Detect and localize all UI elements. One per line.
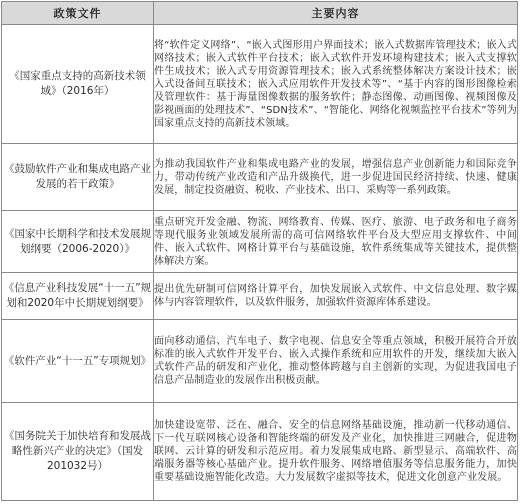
- table-header-row: [2, 2, 518, 25]
- policy-cell: [2, 320, 154, 403]
- table-row: [2, 403, 518, 501]
- policy-title: 《信息产业科技发展“十一五”规划和2020年中长期规划纲要》: [3, 282, 152, 309]
- content-cell: [154, 273, 518, 320]
- policy-title: 《国务院关于加快培育和发展战略性新兴产业的决定》（国发201032号）: [4, 430, 151, 472]
- header-main-content: 主要内容: [154, 2, 518, 25]
- policy-cell: [2, 211, 154, 273]
- table-row: [2, 320, 518, 403]
- policy-cell: [2, 25, 154, 144]
- content-text: 重点研究开发金融、物流、网络教育、传媒、医疗、旅游、电子政务和电子商务等现代服务业领域发展所需的高可信网络软件平台及大型应用支撑软件、中间件、嵌入式软件、网格计算平台与基础设施，软件系统集成等关键技术，提供整体解决方案。: [154, 216, 517, 267]
- content-text: 面向移动通信、汽车电子、数字电视、信息安全等重点领域，积极开展符合开放标准的嵌入式软件开发平台、嵌入式操作系统和应用软件的开发，继续加大嵌入式软件产品的研发和产业化，推动整体跨越与自主创新的实现，为促进我国电子信息产品制造业的发展作出积极贡献。: [154, 336, 517, 386]
- policy-title: 《鼓励软件产业和集成电路产业发展的若干政策》: [4, 163, 151, 190]
- policy-table: [1, 1, 518, 501]
- content-cell: [154, 211, 518, 273]
- content-cell: [154, 144, 518, 211]
- content-cell: [154, 320, 518, 403]
- table-row: [2, 211, 518, 273]
- content-cell: [154, 25, 518, 144]
- header-policy-document: 政策文件: [2, 2, 154, 25]
- policy-cell: [2, 403, 154, 501]
- table-row: [2, 25, 518, 144]
- policy-title: 《软件产业“十一五”专项规划》: [3, 354, 152, 367]
- policy-title: 《国家重点支持的高新技术领域》（2016年）: [9, 70, 146, 97]
- content-text: 为推动我国软件产业和集成电路产业的发展，增强信息产业创新能力和国际竞争力，带动传统产业改造和产品升级换代，进一步促进国民经济持续、快速、健康发展，制定投资融资、税收、产业技术、出口、采购等一系列政策。: [154, 158, 517, 196]
- content-text: 将“软件定义网络”、“嵌入式图形用户界面技术；嵌入式数据库管理技术；嵌入式网络技术；嵌入式软件平台技术；嵌入式软件开发环境构建技术；嵌入式支撑软件生成技术；嵌入式专用资源管理技术；嵌入式系统整体解决方案设计技术；嵌入式设备间互联技术；嵌入式应用软件开发技术等”、“基于内容的图形图像检索及管理软件：基于海量图像数据的服务软件；静态图像、动画图像、视频图像及影视画面的处理技术”、“SDN技术”、“智能化、网络化视频监控平台技术”等列为国家重点支持的高新技术领域。: [154, 39, 517, 129]
- content-cell: [154, 403, 518, 501]
- table-row: [2, 144, 518, 211]
- policy-cell: [2, 144, 154, 211]
- policy-cell: [2, 273, 154, 320]
- content-text: 加快建设宽带、泛在、融合、安全的信息网络基础设施，推动新一代移动通信、下一代互联网核心设备和智能终端的研发及产业化，加快推进三网融合，促进物联网、云计算的研发和示范应用。着力发展集成电路、新型显示、高端软件、高端服务器等核心基础产业。提升软件服务、网络增值服务等信息服务能力，加快重要基础设施智能化改造。大力发展数字虚拟等技术，促进文化创意产业发展。: [154, 420, 517, 483]
- content-text: 提出优先研制可信网络计算平台，加快发展嵌入式软件、中文信息处理、数字媒体与内容管理软件，以及软件服务，加强软件资源库体系建设。: [154, 284, 517, 308]
- table-row: [2, 273, 518, 320]
- policy-title: 《国家中长期科学和技术发展规划纲要（2006-2020）》: [4, 227, 151, 255]
